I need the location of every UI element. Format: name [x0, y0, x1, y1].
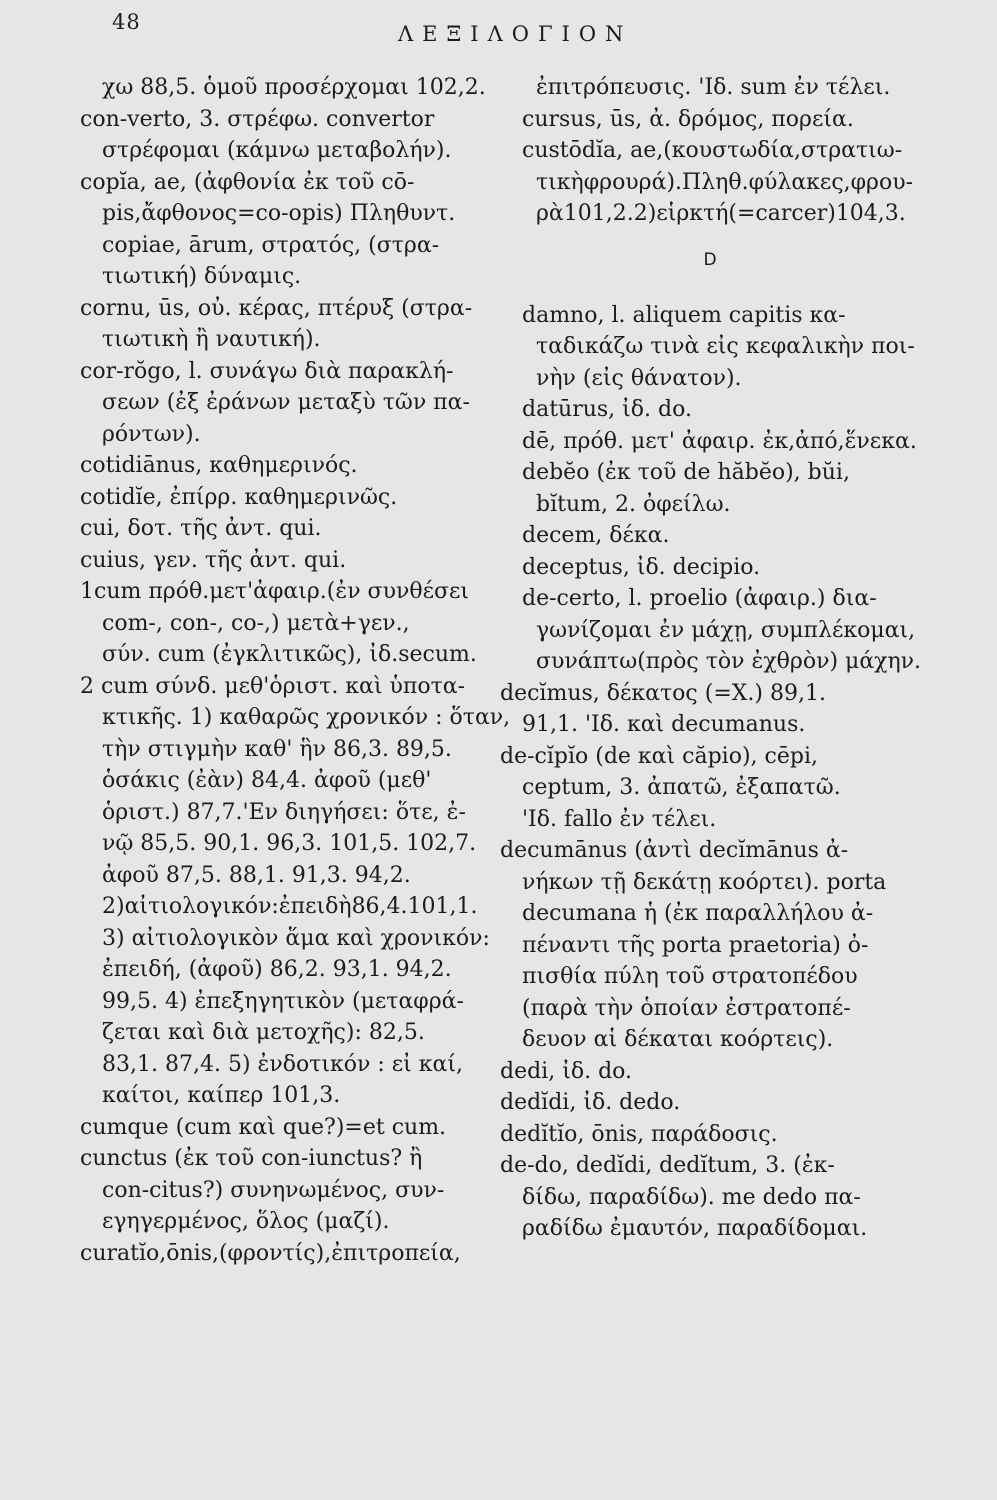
entry-line: damno, l. aliquem capitis κα- [522, 302, 846, 328]
entry-line: ραδίδω ἐμαυτόν, παραδίδομαι. [522, 1216, 868, 1241]
entry-line: cotidiānus, καθημερινός. [80, 453, 358, 478]
entry-line: con-verto, 3. στρέφω. convertor [80, 106, 435, 132]
running-head: ΛΕΞΙΛΟΓΙΟΝ [398, 22, 633, 46]
entry-line: εγηγερμένος, ὅλος (μαζί). [102, 1209, 390, 1234]
entry-line: cui, δοτ. τῆς ἀντ. qui. [80, 516, 322, 541]
section-spacer [500, 290, 930, 300]
entry-line: χω 88,5. ὁμοῦ προσέρχομαι 102,2. [102, 75, 486, 100]
entry-line: de-cĭpĭo (de καὶ căpio), cēpi, [500, 743, 818, 769]
entry-line: 83,1. 87,4. 5) ἐνδοτικόν : εἰ καί, [102, 1051, 463, 1077]
entry-line: ὁσάκις (ἐὰν) 84,4. ἀφοῦ (μεθ' [102, 768, 432, 793]
entry-line: νῷ 85,5. 90,1. 96,3. 101,5. 102,7. [102, 831, 477, 856]
entry-line: ταδικάζω τινὰ εἰς κεφαλικὴν ποι- [536, 334, 915, 359]
entry-line: δευον αἱ δέκαται κοόρτεις). [522, 1027, 834, 1052]
entry-line: νήκων τῇ δεκάτῃ κοόρτει). porta [522, 869, 887, 895]
entry-line: dedi, ἰδ. do. [500, 1058, 632, 1084]
entry-line: κτικῆς. 1) καθαρῶς χρονικόν : ὅταν, [102, 705, 511, 730]
right-column [500, 72, 930, 1245]
entry-line: decumana ἡ (ἐκ παραλλήλου ἀ- [522, 901, 874, 926]
entry-line: 3) αἰτιολογικὸν ἅμα καὶ χρονικόν: [102, 925, 490, 951]
entry-line: ρόντων). [102, 421, 201, 447]
entry-line: (παρὰ τὴν ὁποίαν ἐστρατοπέ- [522, 995, 851, 1021]
entry-line: 91,1. 'Ιδ. καὶ decumanus. [522, 712, 806, 737]
entry-line: custōdĭa, ae,(κουστωδία,στρατιω- [522, 138, 903, 163]
entry-line: 2 cum σύνδ. μεθ'ὁριστ. καὶ ὑποτα- [80, 673, 466, 699]
entry-line: bĭtum, 2. ὀφείλω. [536, 491, 731, 517]
entry-line: 2)αἰτιολογικόν:ἐπειδὴ86,4.101,1. [102, 894, 478, 919]
entry-line: 1cum πρόθ.μετ'ἀφαιρ.(ἐν συνθέσει [80, 579, 470, 604]
entry-line: decĭmus, δέκατος (=X.) 89,1. [500, 680, 826, 706]
entry-line: ὁριστ.) 87,7.'Εν διηγήσει: ὅτε, ἐ- [102, 799, 466, 825]
entry-line: pis,ἄφθονος=co-opis) Πληθυντ. [102, 201, 456, 226]
entry-line: de-do, dedĭdi, dedĭtum, 3. (ἐκ- [500, 1153, 835, 1178]
entry-line: ἐπιτρόπευσις. 'Ιδ. sum ἐν τέλει. [536, 75, 891, 100]
left-column [80, 72, 512, 1269]
entry-line: cuius, γεν. τῆς ἀντ. qui. [80, 547, 347, 573]
entry-line: ceptum, 3. ἀπατῶ, ἐξαπατῶ. [522, 775, 841, 800]
entry-line: cursus, ūs, ἀ. δρόμος, πορεία. [522, 106, 854, 132]
entry-line: cunctus (ἐκ τοῦ con-iunctus? ἢ [80, 1146, 423, 1171]
entry-line: cornu, ūs, οὐ. κέρας, πτέρυξ (στρα- [80, 295, 473, 321]
entry-line: cor-rŏgo, l. συνάγω διὰ παρακλή- [80, 358, 454, 384]
entry-line: cumque (cum καὶ que?)=et cum. [80, 1114, 447, 1140]
entry-line: 99,5. 4) ἐπεξηγητικὸν (μεταφρά- [102, 988, 464, 1014]
entry-line: 'Ιδ. fallo ἐν τέλει. [522, 806, 717, 832]
entry-line: γωνίζομαι ἐν μάχῃ, συμπλέκομαι, [536, 617, 916, 643]
entry-line: τικὴφρουρά).Πληθ.φύλακες,φρου- [536, 169, 914, 195]
entry-line: τιωτική) δύναμις. [102, 264, 302, 289]
entry-line: decumānus (ἀντὶ decĭmānus ἀ- [500, 838, 849, 863]
entry-line: dedĭtĭo, ōnis, παράδοσις. [500, 1121, 778, 1147]
page-number: 48 [112, 10, 141, 34]
entry-line: τιωτικὴ ἢ ναυτική). [102, 327, 321, 352]
entry-line: τὴν στιγμὴν καθ' ἣν 86,3. 89,5. [102, 736, 452, 762]
entry-line: cotidĭe, ἐπίρρ. καθημερινῶς. [80, 484, 398, 510]
entry-line: σύν. cum (ἐγκλιτικῶς), ἰδ.secum. [102, 642, 477, 667]
entry-line: datūrus, ἰδ. do. [522, 397, 692, 422]
entry-line: com-, con-, co-,) μετὰ+γεν., [102, 610, 410, 636]
entry-line: deceptus, ἰδ. decipio. [522, 554, 761, 580]
entry-line: curatĭo,ōnis,(φροντίς),ἐπιτροπεία, [80, 1240, 461, 1266]
entry-line: ἐπειδή, (ἀφοῦ) 86,2. 93,1. 94,2. [102, 957, 452, 982]
entry-line: πέναντι τῆς porta praetoria) ὀ- [522, 932, 869, 958]
entry-line: νὴν (εἰς θάνατον). [536, 365, 742, 391]
entry-line: debĕo (ἐκ τοῦ de hăbĕo), bŭi, [522, 460, 850, 485]
entry-line: ζεται καὶ διὰ μετοχῆς): 82,5. [102, 1020, 425, 1045]
entry-line: copiae, ārum, στρατός, (στρα- [102, 232, 440, 258]
entry-line: πισθία πύλη τοῦ στρατοπέδου [522, 964, 858, 989]
entry-line: καίτοι, καίπερ 101,3. [102, 1083, 341, 1108]
entry-line: σεων (ἐξ ἐράνων μεταξὺ τῶν πα- [102, 390, 470, 415]
section-letter: D [703, 249, 717, 270]
entry-line: dē, πρόθ. μετ' ἀφαιρ. ἐκ,ἀπό,ἕνεκα. [522, 428, 917, 454]
entry-line: con-citus?) συνηνωμένος, συν- [102, 1177, 445, 1203]
entry-line: decem, δέκα. [522, 523, 670, 548]
entry-line: ρὰ101,2.2)εἱρκτή(=carcer)104,3. [536, 201, 906, 226]
entry-line: στρέφομαι (κάμνω μεταβολήν). [102, 138, 452, 163]
entry-line: ἀφοῦ 87,5. 88,1. 91,3. 94,2. [102, 862, 411, 888]
entry-line: δίδω, παραδίδω). me dedo πα- [522, 1184, 861, 1210]
entry-line: συνάπτω(πρὸς τὸν ἐχθρὸν) μάχην. [536, 649, 922, 674]
entry-line: copĭa, ae, (ἀφθονία ἐκ τοῦ cō- [80, 169, 415, 195]
entry-line: de-certo, l. proelio (ἀφαιρ.) δια- [522, 586, 877, 611]
entry-line: dedĭdi, ἰδ. dedo. [500, 1090, 681, 1115]
